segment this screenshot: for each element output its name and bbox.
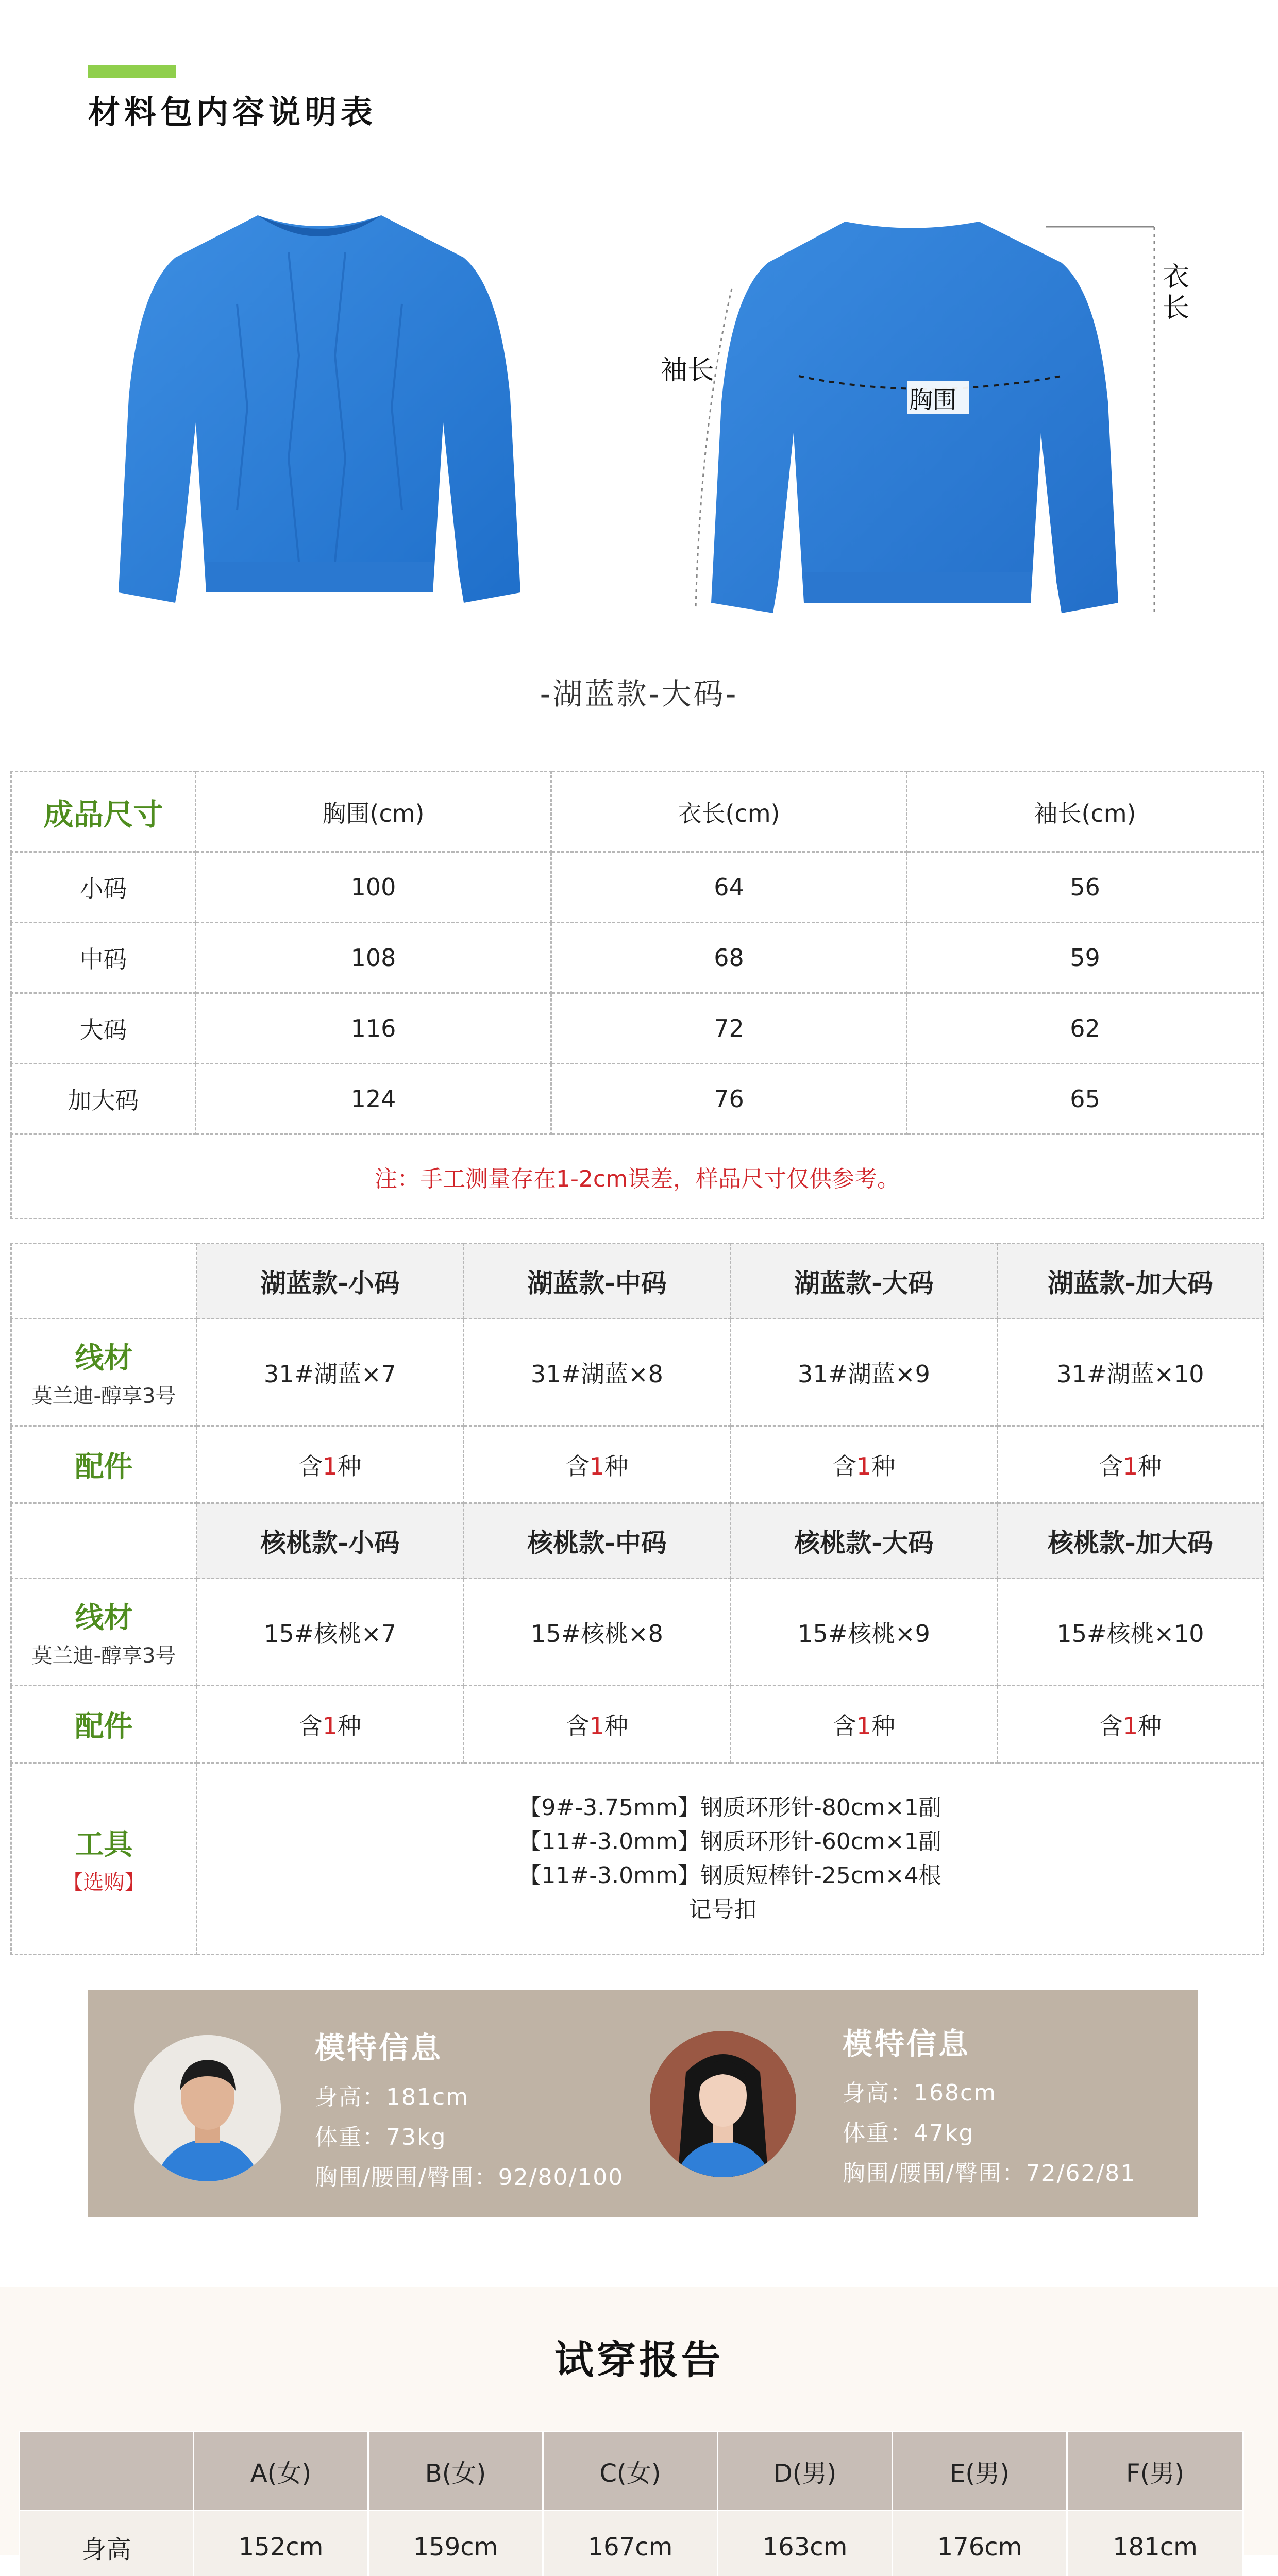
model-measurements: 胸围/腰围/臀围：92/80/100 (315, 2159, 624, 2192)
accessory-row-label: 配件 (11, 1426, 197, 1503)
size-value: 65 (907, 1064, 1264, 1134)
size-name: 大码 (11, 993, 196, 1064)
sweater-front-image (103, 201, 536, 623)
size-value: 64 (551, 852, 907, 923)
column-header: 湖蓝款-大码 (731, 1244, 998, 1319)
accessory-cell: 含1种 (464, 1426, 731, 1503)
column-header: 核桃款-小码 (197, 1503, 464, 1579)
size-value: 100 (196, 852, 551, 923)
trial-header: C(女) (543, 2432, 718, 2511)
tools-row-label: 工具 【选购】 (11, 1763, 197, 1955)
tools-optional-tag: 【选购】 (12, 1866, 196, 1895)
empty-corner (11, 1503, 197, 1579)
model-height: 身高：181cm (315, 2078, 469, 2111)
sleeve-length-label: 袖长 (661, 348, 714, 387)
tools-cell (197, 1763, 1264, 1955)
size-name: 小码 (11, 852, 196, 923)
yarn-sub-label: 莫兰迪-醇享3号 (12, 1380, 196, 1409)
materials-table (10, 1243, 1264, 1955)
yarn-row-label: 线材 莫兰迪-醇享3号 (11, 1319, 197, 1426)
column-header: 湖蓝款-加大码 (998, 1244, 1264, 1319)
yarn-cell: 31#湖蓝×8 (464, 1319, 731, 1426)
model-info-panel (88, 1990, 1198, 2217)
trial-header (20, 2432, 194, 2511)
trial-header: E(男) (893, 2432, 1067, 2511)
column-header: 核桃款-大码 (731, 1503, 998, 1579)
trial-report-table (19, 2431, 1244, 2576)
yarn-cell: 15#核桃×7 (197, 1579, 464, 1686)
male-model-avatar (134, 2035, 281, 2181)
table-row (20, 2511, 1243, 2576)
trial-header: D(男) (718, 2432, 893, 2511)
trial-cell: 身高 (20, 2511, 194, 2576)
tool-item: 记号扣 (518, 1893, 941, 1927)
model-height: 身高：168cm (843, 2074, 997, 2107)
size-header-sleeve: 袖长(cm) (907, 772, 1264, 852)
trial-cell: 176cm (893, 2511, 1067, 2576)
trial-header: A(女) (194, 2432, 368, 2511)
accessory-cell: 含1种 (731, 1686, 998, 1763)
yarn-cell: 15#核桃×8 (464, 1579, 731, 1686)
yarn-sub-label: 莫兰迪-醇享3号 (12, 1639, 196, 1669)
yarn-cell: 31#湖蓝×10 (998, 1319, 1264, 1426)
trial-header: B(女) (368, 2432, 543, 2511)
size-value: 62 (907, 993, 1264, 1064)
size-name: 加大码 (11, 1064, 196, 1134)
size-name: 中码 (11, 923, 196, 993)
size-value: 72 (551, 993, 907, 1064)
tool-item: 【9#-3.75mm】钢质环形针-80cm×1副 (518, 1791, 941, 1825)
empty-corner (11, 1244, 197, 1319)
trial-cell: 152cm (194, 2511, 368, 2576)
chest-label: 胸围 (909, 381, 956, 415)
accessory-row-label: 配件 (11, 1686, 197, 1763)
trial-cell: 167cm (543, 2511, 718, 2576)
size-value: 68 (551, 923, 907, 993)
yarn-cell: 15#核桃×9 (731, 1579, 998, 1686)
accessory-cell: 含1种 (197, 1426, 464, 1503)
model-weight: 体重：47kg (843, 2114, 974, 2147)
model-measurements: 胸围/腰围/臀围：72/62/81 (843, 2155, 1136, 2188)
trial-header: F(男) (1067, 2432, 1243, 2511)
column-header: 湖蓝款-中码 (464, 1244, 731, 1319)
model-weight: 体重：73kg (315, 2119, 446, 2151)
size-value: 124 (196, 1064, 551, 1134)
section-accent-bar (88, 65, 176, 78)
accessory-cell: 含1种 (464, 1686, 731, 1763)
body-length-label: 衣长 (1163, 262, 1193, 324)
model-title: 模特信息 (843, 2020, 970, 2063)
column-header: 湖蓝款-小码 (197, 1244, 464, 1319)
accessory-cell: 含1种 (998, 1686, 1264, 1763)
trial-cell: 181cm (1067, 2511, 1243, 2576)
table-row (11, 923, 1264, 993)
yarn-cell: 31#湖蓝×9 (731, 1319, 998, 1426)
size-table (10, 771, 1264, 1219)
size-value: 59 (907, 923, 1264, 993)
yarn-cell: 15#核桃×10 (998, 1579, 1264, 1686)
size-header-chest: 胸围(cm) (196, 772, 551, 852)
size-header-length: 衣长(cm) (551, 772, 907, 852)
trial-report-title: 试穿报告 (0, 2329, 1278, 2385)
yarn-row-label: 线材 莫兰迪-醇享3号 (11, 1579, 197, 1686)
yarn-cell: 31#湖蓝×7 (197, 1319, 464, 1426)
table-row (11, 993, 1264, 1064)
size-value: 56 (907, 852, 1264, 923)
section-title: 材料包内容说明表 (88, 87, 377, 132)
column-header: 核桃款-中码 (464, 1503, 731, 1579)
style-caption: -湖蓝款-大码- (0, 670, 1278, 713)
female-model-avatar (650, 2031, 796, 2177)
accessory-cell: 含1种 (998, 1426, 1264, 1503)
trial-cell: 163cm (718, 2511, 893, 2576)
size-value: 108 (196, 923, 551, 993)
size-value: 116 (196, 993, 551, 1064)
size-value: 76 (551, 1064, 907, 1134)
column-header: 核桃款-加大码 (998, 1503, 1264, 1579)
measurement-note: 注：手工测量存在1-2cm误差，样品尺寸仅供参考。 (11, 1134, 1264, 1219)
table-row (11, 1064, 1264, 1134)
tool-item: 【11#-3.0mm】钢质短棒针-25cm×4根 (518, 1859, 941, 1893)
tool-item: 【11#-3.0mm】钢质环形针-60cm×1副 (518, 1825, 941, 1859)
accessory-cell: 含1种 (731, 1426, 998, 1503)
size-table-corner: 成品尺寸 (11, 772, 196, 852)
model-title: 模特信息 (315, 2024, 443, 2067)
trial-cell: 159cm (368, 2511, 543, 2576)
table-row (11, 852, 1264, 923)
accessory-cell: 含1种 (197, 1686, 464, 1763)
